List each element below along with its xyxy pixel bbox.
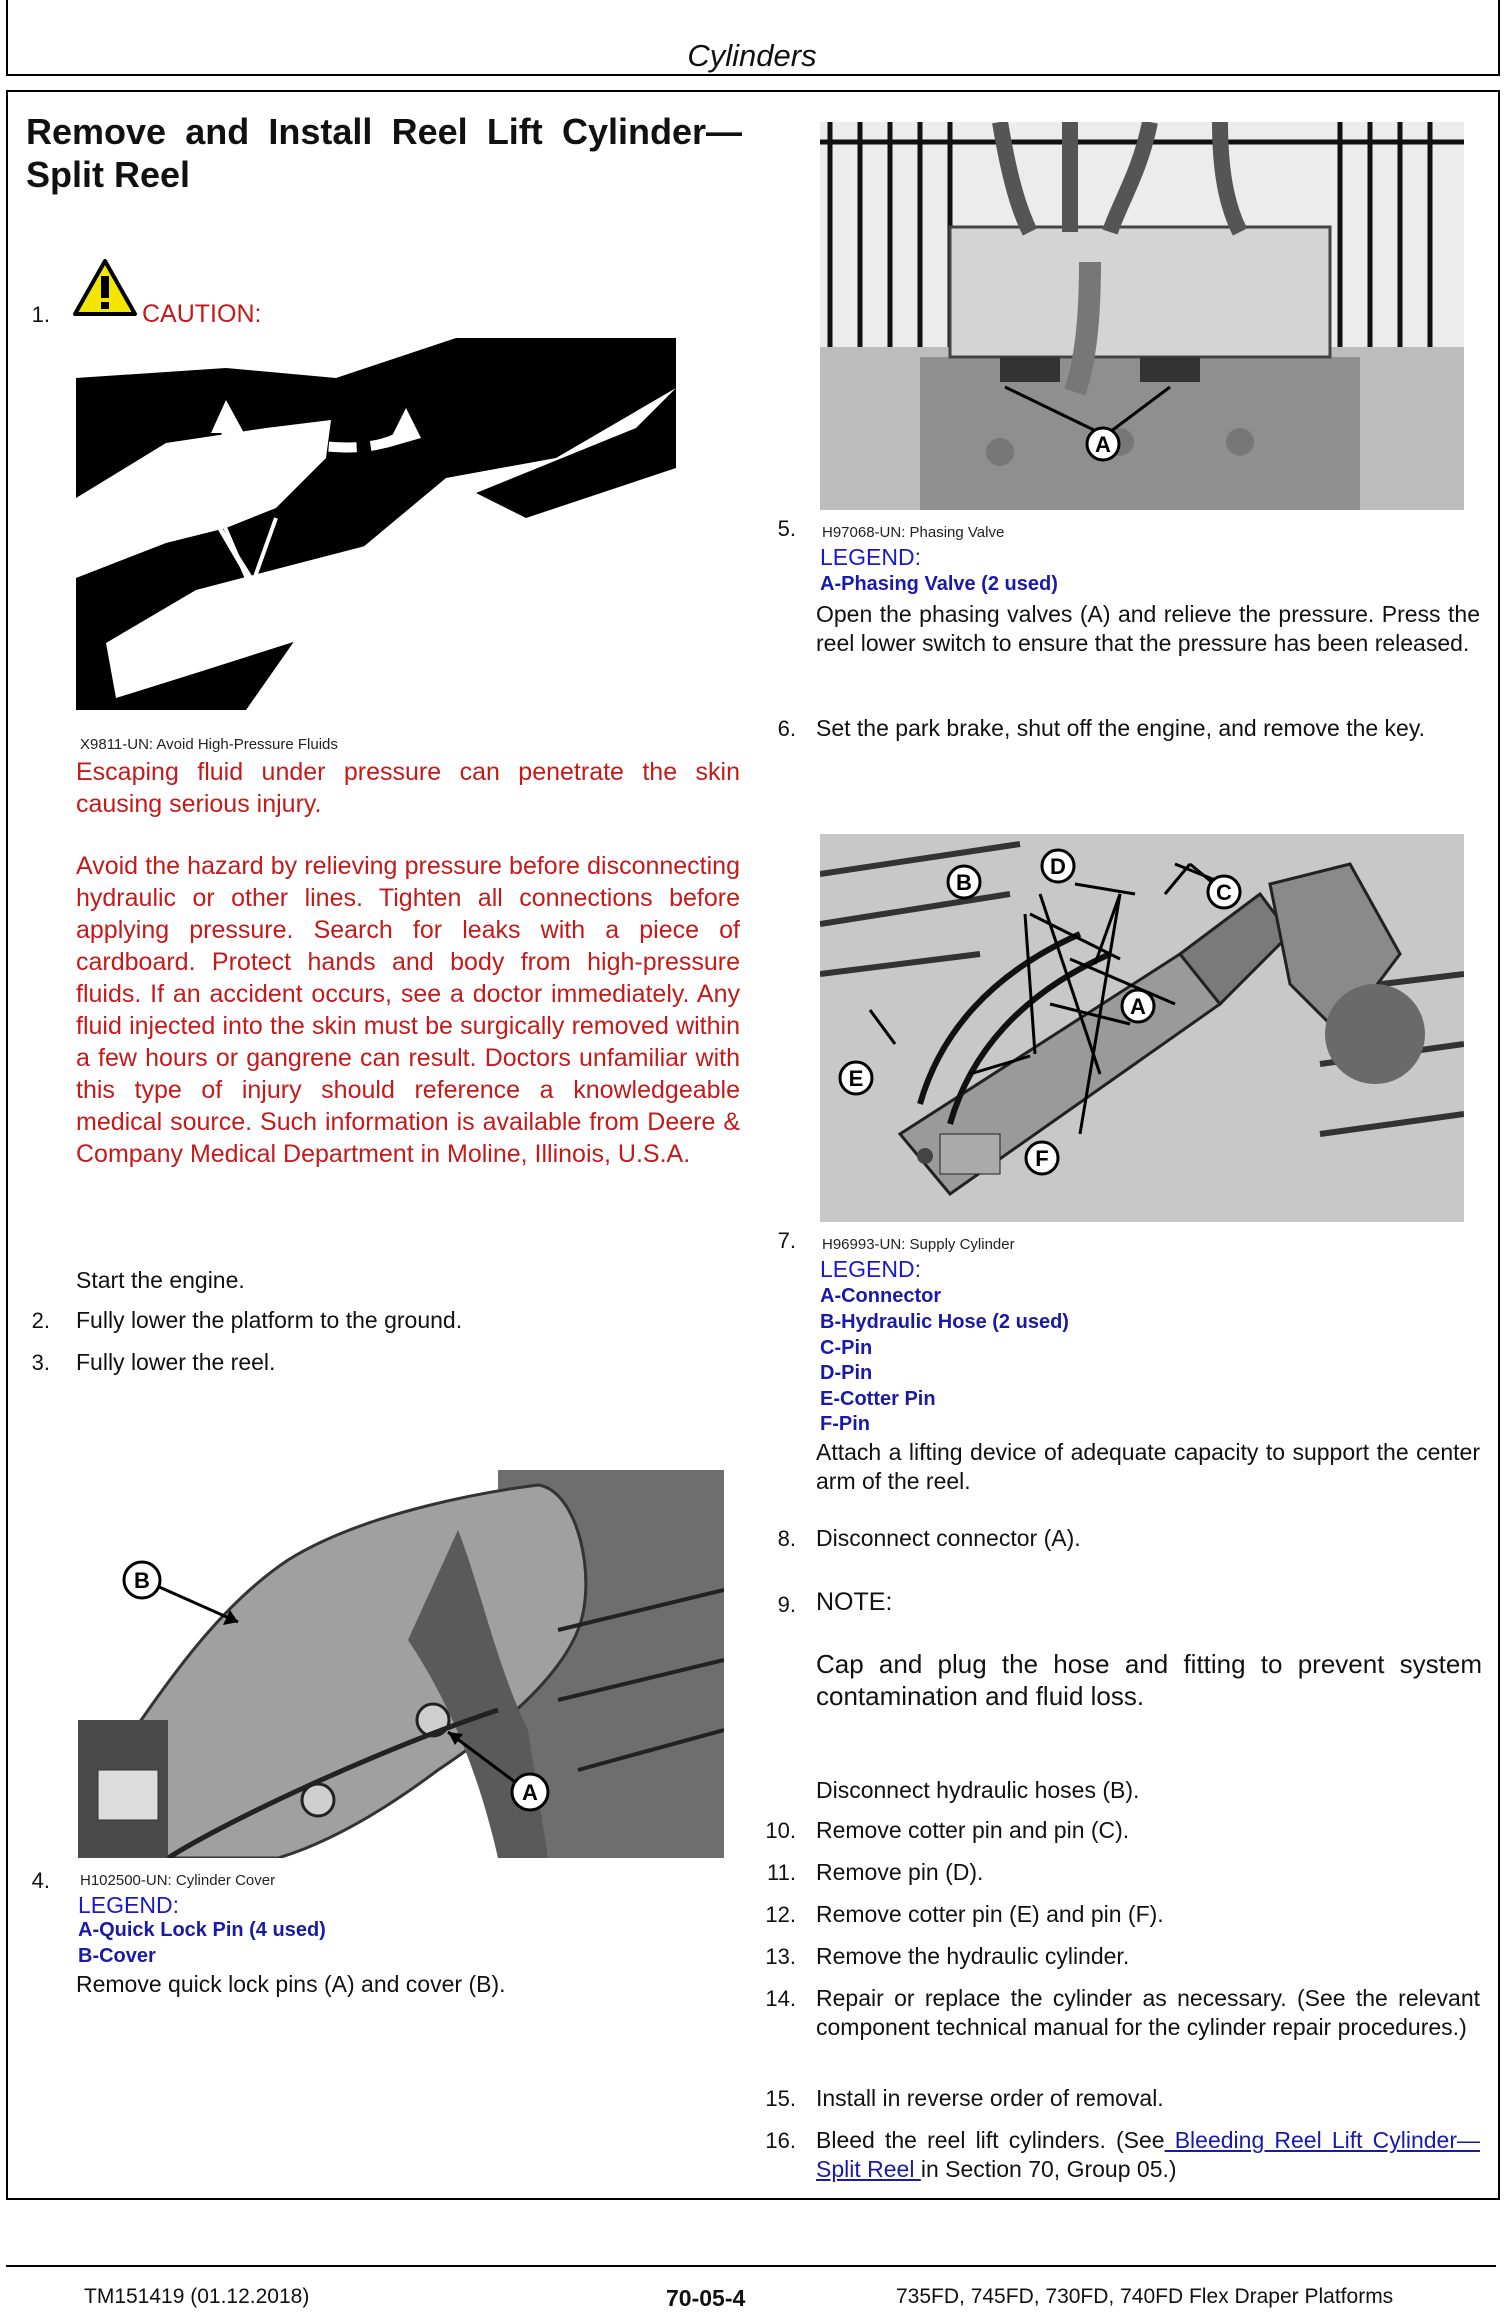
supply-cylinder-photo <box>820 834 1464 1222</box>
step-text-before-link: Bleed the reel lift cylinders. (See <box>816 2127 1165 2153</box>
step-text <box>816 2126 1480 2184</box>
step-text: Open the phasing valves (A) and relieve the pressure. Press the reel lower switch to ensure that the pressure has been released. <box>816 601 1480 656</box>
legend-item: B-Cover <box>78 1945 156 1967</box>
callout-label: A <box>522 1780 538 1805</box>
model-list: 735FD, 745FD, 730FD, 740FD Flex Draper Platforms <box>896 2285 1394 2308</box>
callout-label: B <box>134 1568 150 1593</box>
callout-label: A <box>1095 432 1111 457</box>
legend-item: D-Pin <box>820 1362 873 1384</box>
figure-caption: H96993-UN: Supply Cylinder <box>822 1236 1015 1253</box>
step-text: Disconnect connector (A). <box>816 1525 1081 1551</box>
step-number: 7. <box>777 1228 796 1253</box>
legend-label: LEGEND: <box>820 544 921 570</box>
step-text: Remove the hydraulic cylinder. <box>816 1943 1130 1969</box>
callout-label: D <box>1050 854 1066 879</box>
step-text: Fully lower the reel. <box>76 1349 276 1375</box>
step-text: Remove pin (D). <box>816 1859 984 1885</box>
step-number: 6. <box>777 716 796 741</box>
figure-caption: X9811-UN: Avoid High-Pressure Fluids <box>80 736 338 753</box>
warning-triangle-icon <box>72 258 138 318</box>
callout-label: A <box>1130 994 1146 1019</box>
legend-item: A-Connector <box>820 1285 942 1307</box>
note-text: Cap and plug the hose and fitting to prevent system contamination and fluid loss. <box>816 1649 1482 1711</box>
legend-label: LEGEND: <box>820 1256 921 1282</box>
step-number: 10. <box>765 1818 796 1843</box>
step-text: Install in reverse order of removal. <box>816 2085 1164 2111</box>
callout-label: C <box>1216 880 1232 905</box>
callout-label: E <box>848 1066 864 1091</box>
step-text: Fully lower the platform to the ground. <box>76 1307 463 1333</box>
step-number: 2. <box>31 1308 50 1333</box>
legend-item: C-Pin <box>820 1337 873 1359</box>
step-number: 3. <box>31 1350 50 1375</box>
figure-caption: H97068-UN: Phasing Valve <box>822 524 1005 541</box>
cylinder-cover-photo <box>78 1470 724 1858</box>
caution-paragraph-1: Escaping fluid under pressure can penetrate the skin causing serious injury. <box>76 758 740 818</box>
high-pressure-fluid-illustration <box>76 338 676 710</box>
caution-paragraph-2: Avoid the hazard by relieving pressure before disconnecting hydraulic or other lines. Tighten all connections before applying pressure. Search for leaks with a piece of cardboard. Protect hands and body from high-pressure fluids. If an accident occurs, see a doctor immediately. Any fluid injected into the skin must be surgically removed within a few hours or gangrene can result. Doctors unfamiliar with this type of injury should reference a knowledgeable medical source. Such information is available from Deere & Company Medical Department in Moline, Illinois, U.S.A. <box>76 852 740 1168</box>
footer-rule <box>6 2265 1496 2267</box>
step-number: 11. <box>767 1860 796 1885</box>
section-title: Cylinders <box>687 38 817 73</box>
step-text: Disconnect hydraulic hoses (B). <box>816 1777 1140 1803</box>
phasing-valve-photo <box>820 122 1464 510</box>
step-number: 16. <box>765 2128 796 2153</box>
step-number: 14. <box>765 1986 796 2011</box>
step-text: Set the park brake, shut off the engine, and remove the key. <box>816 715 1426 741</box>
step-number: 8. <box>777 1526 796 1551</box>
step-number: 4. <box>31 1868 50 1893</box>
callout-label: F <box>1035 1146 1049 1171</box>
step-number: 12. <box>765 1902 796 1927</box>
document-id: TM151419 (01.12.2018) <box>84 2285 310 2308</box>
page-title: Remove and Install Reel Lift Cylinder—Split Reel <box>26 111 742 195</box>
step-number: 9. <box>777 1592 796 1617</box>
step-text-after-link: in Section 70, Group 05.) <box>920 2156 1177 2182</box>
legend-item: E-Cotter Pin <box>820 1388 936 1410</box>
legend-item: A-Phasing Valve (2 used) <box>820 573 1058 595</box>
step-text: Start the engine. <box>76 1267 245 1293</box>
step-text: Repair or replace the cylinder as necessary. (See the relevant component technical manual for the cylinder repair procedures.) <box>816 1985 1480 2040</box>
step-number: 5. <box>777 516 796 541</box>
legend-item: F-Pin <box>820 1413 870 1435</box>
legend-label: LEGEND: <box>78 1892 179 1918</box>
step-text: Attach a lifting device of adequate capacity to support the center arm of the reel. <box>816 1439 1480 1494</box>
note-label: NOTE: <box>816 1588 893 1616</box>
callout-label: B <box>956 870 972 895</box>
caution-label: CAUTION: <box>142 300 262 328</box>
step-number: 15. <box>765 2086 796 2111</box>
step-text: Remove quick lock pins (A) and cover (B). <box>76 1971 506 1997</box>
legend-item: B-Hydraulic Hose (2 used) <box>820 1311 1069 1333</box>
step-text: Remove cotter pin (E) and pin (F). <box>816 1901 1164 1927</box>
figure-caption: H102500-UN: Cylinder Cover <box>80 1872 276 1889</box>
step-number: 13. <box>765 1944 796 1969</box>
step-text: Remove cotter pin and pin (C). <box>816 1817 1130 1843</box>
page-number: 70-05-4 <box>666 2285 746 2311</box>
step-number: 1. <box>31 302 50 327</box>
legend-item: A-Quick Lock Pin (4 used) <box>78 1919 326 1941</box>
bleeding-reel-lift-link[interactable]: Bleeding Reel Lift Cylinder—Split Reel <box>816 2127 1480 2182</box>
